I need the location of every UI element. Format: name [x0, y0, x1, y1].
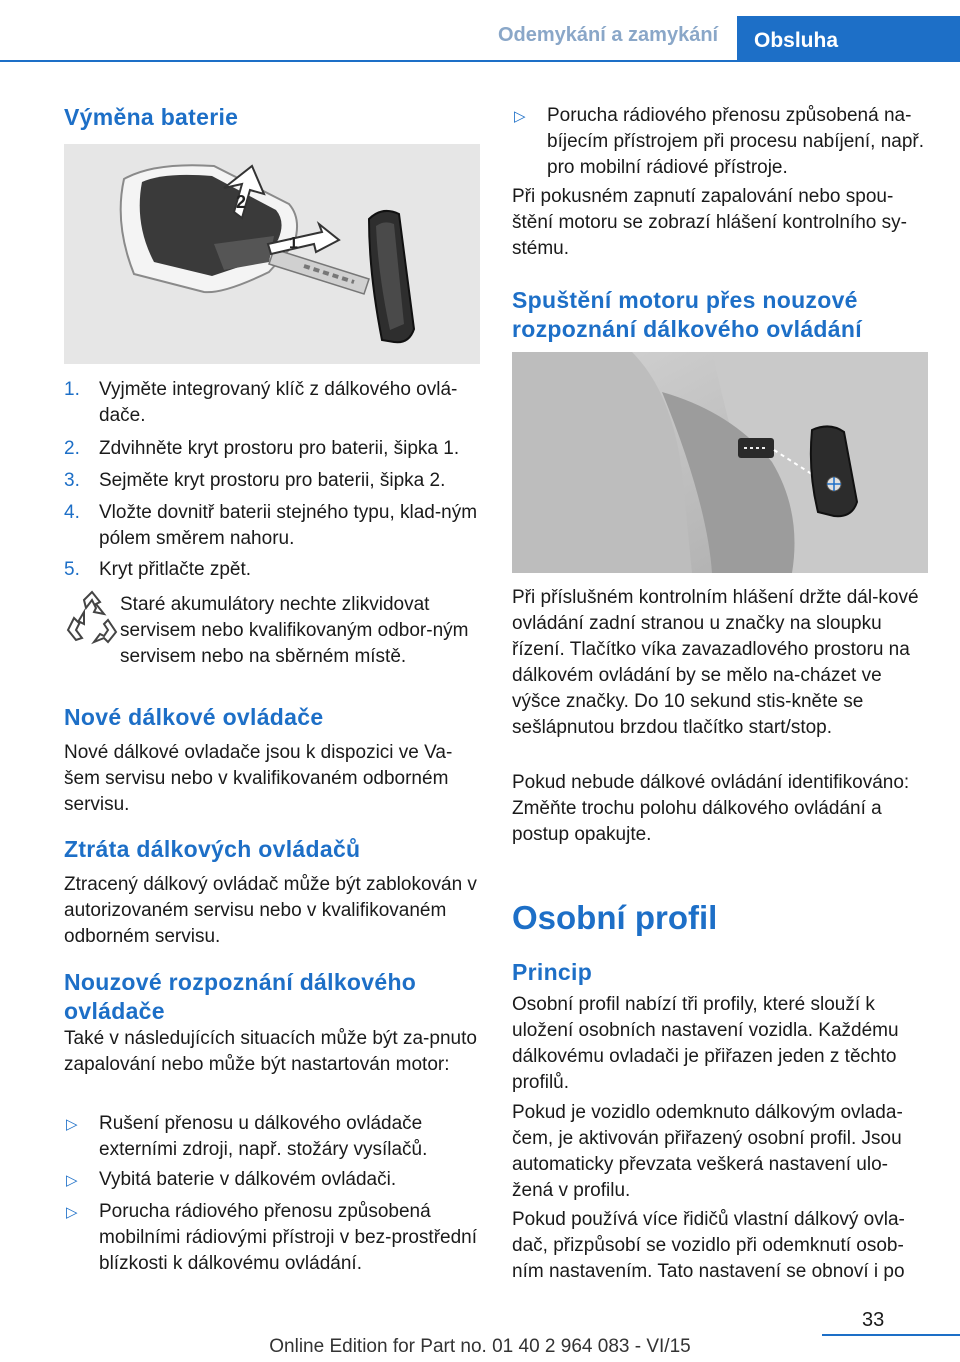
paragraph-profile-3: Pokud používá více řidičů vlastní dálkový ovla‐dač, přizpůsobí se vozidlo při odemknutí osob‐ním nastavením. Tato nastavení se obnoví i po [512, 1209, 905, 1282]
bullet-item [512, 103, 928, 181]
step-item [64, 557, 480, 583]
recycle-note: Staré akumulátory nechte zlikvidovat servisem nebo kvalifikovaným odbor‐ným servisem nebo na sběrném místě. [120, 594, 469, 667]
key-battery-illustration [64, 144, 480, 364]
step-item [64, 436, 480, 462]
step-text: Kryt přitlačte zpět. [99, 559, 252, 580]
heading-new-remotes: Nové dálkové ovládače [64, 704, 324, 730]
heading-personal-profile: Osobní profil [512, 899, 718, 936]
paragraph-new-remotes: Nové dálkové ovladače jsou k dispozici ve Va‐šem servisu nebo v kvalifikovaném odborném servisu. [64, 742, 453, 815]
paragraph-attempt-start: Při pokusném zapnutí zapalování nebo spou‐štění motoru se zobrazí hlášení kontrolního sy‐stému. [512, 186, 907, 259]
figure-arrow-label-2: 2 [236, 192, 247, 212]
bullet-text: Rušení přenosu u dálkového ovládače externími zdroji, např. stožáry vysílačů. [99, 1113, 428, 1160]
step-item [64, 377, 480, 429]
triangle-bullet-icon: ▷ [514, 108, 526, 125]
step-number: 3. [64, 470, 80, 491]
heading-emergency-start: Spuštění motoru přes nouzové rozpoznání dálkového ovládání [512, 287, 862, 342]
bullet-text: Porucha rádiového přenosu způsobená mobilními rádiovými přístroji v bez‐prostřední blízkosti k dálkovému ovládání. [99, 1201, 478, 1274]
step-text: Vyjměte integrovaný klíč z dálkového ovlá‐dače. [99, 379, 458, 426]
triangle-bullet-icon: ▷ [66, 1172, 78, 1189]
bullet-item [64, 1199, 480, 1277]
header-rule [0, 60, 960, 62]
step-item [64, 468, 480, 494]
step-number: 5. [64, 559, 80, 580]
paragraph-profile-2: Pokud je vozidlo odemknuto dálkovým ovlada‐čem, je aktivován přiřazený osobní profil. Jsou automaticky převzata veškerá nastavení ulo‐žená v profilu. [512, 1102, 903, 1201]
heading-battery-replacement: Výměna baterie [64, 104, 239, 130]
bullet-text: Vybitá baterie v dálkovém ovládači. [99, 1169, 397, 1190]
step-text: Sejměte kryt prostoru pro baterii, šipka 2. [99, 470, 446, 491]
paragraph-not-identified: Pokud nebude dálkové ovládání identifikováno: Změňte trochu polohu dálkového ovládání a postup opakujte. [512, 772, 910, 845]
step-item [64, 500, 480, 552]
step-number: 1. [64, 379, 80, 400]
paragraph-lost-remotes: Ztracený dálkový ovládač může být zablokován v autorizovaném servisu nebo v kvalifikovaném odborném servisu. [64, 874, 477, 947]
recycle-icon [64, 590, 120, 650]
step-text: Zdvihněte kryt prostoru pro baterii, šipka 1. [99, 438, 460, 459]
step-text: Vložte dovnitř baterii stejného typu, klad‐ným pólem směrem nahoru. [99, 502, 478, 549]
heading-lost-remotes: Ztráta dálkových ovládačů [64, 836, 361, 862]
header-chapter-tab: Obsluha [737, 16, 960, 62]
paragraph-emergency-detection: Také v následujících situacích může být za‐pnuto zapalování nebo může být nastartován motor: [64, 1028, 477, 1075]
bullet-text: Porucha rádiového přenosu způsobená na‐bíjecím přístrojem při procesu nabíjení, např. pro mobilní rádiové přístroje. [547, 105, 925, 178]
key-battery-figure [64, 144, 480, 364]
page-header [0, 0, 960, 62]
paragraph-hold-remote: Při příslušném kontrolním hlášení držte dál‐kové ovládání zadní stranou u značky na sloupku řízení. Tlačítko víka zavazadlového prostoru na dálkovém ovládání by se mělo na‐cházet ve výšce značky. Do 10 sekund stis‐kněte se sešlápnutou brzdou tlačítko start/stop. [512, 587, 919, 738]
header-section-title: Odemykání a zamykání [498, 24, 719, 46]
step-number: 4. [64, 502, 80, 523]
page-number: 33 [862, 1309, 885, 1331]
step-number: 2. [64, 438, 80, 459]
triangle-bullet-icon: ▷ [66, 1116, 78, 1133]
triangle-bullet-icon: ▷ [66, 1204, 78, 1221]
bullet-item [64, 1167, 480, 1193]
bullet-item [64, 1111, 480, 1163]
steering-column-figure [512, 352, 928, 573]
edition-line: Online Edition for Part no. 01 40 2 964 083 - VI/15 [269, 1336, 691, 1357]
figure-arrow-label-1: 1 [289, 235, 298, 252]
steering-column-illustration [512, 352, 928, 573]
heading-emergency-detection: Nouzové rozpoznání dálkového ovládače [64, 969, 417, 1024]
heading-principle: Princip [512, 959, 593, 985]
paragraph-profile-1: Osobní profil nabízí tři profily, které slouží k uložení osobních nastavení vozidla. Každému dálkovému ovladači je přiřazen jeden z těchto profilů. [512, 994, 899, 1093]
